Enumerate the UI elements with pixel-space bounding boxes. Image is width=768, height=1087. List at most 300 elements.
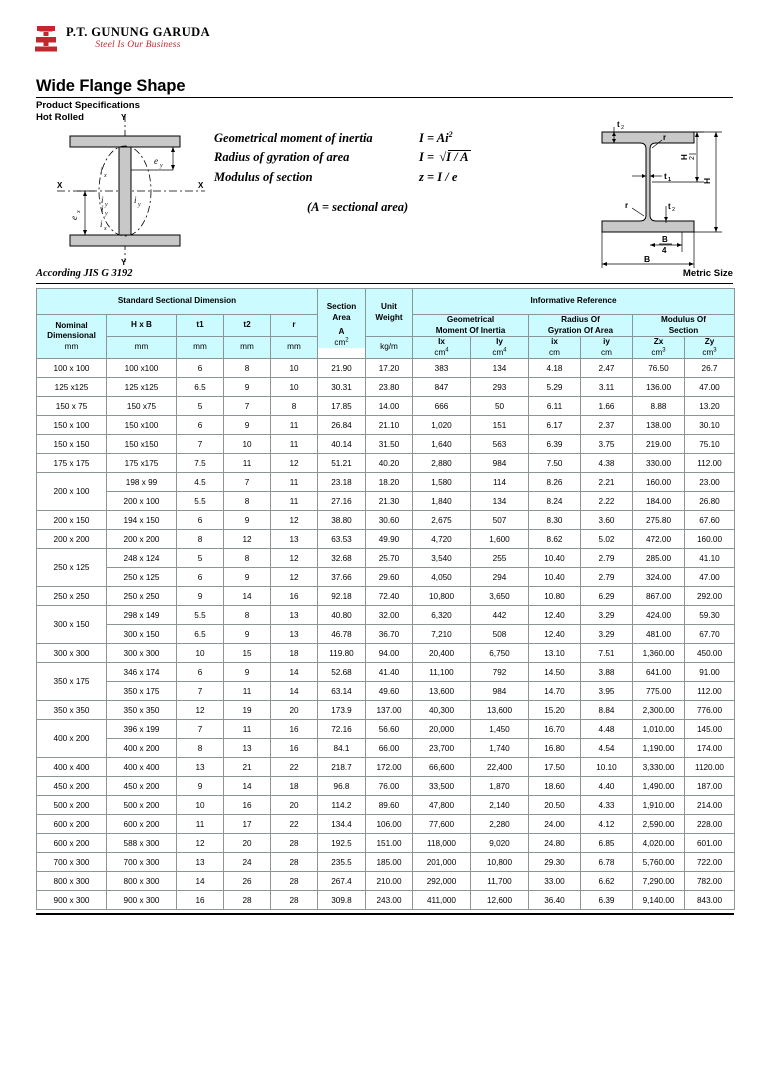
cell-Zy: 145.00 <box>685 720 735 739</box>
cell-Iy: 11,700 <box>471 872 529 891</box>
cell-Zy: 722.00 <box>685 853 735 872</box>
formula-row-gyration <box>214 150 469 170</box>
cell-section-area: 63.53 <box>318 530 366 549</box>
cell-section-area: 63.14 <box>318 682 366 701</box>
cell-section-area: 173.9 <box>318 701 366 720</box>
cell-unit-weight: 41.40 <box>366 663 413 682</box>
svg-text:x: x <box>76 210 82 213</box>
formula-label-inertia: Geometrical moment of inertia <box>214 131 373 146</box>
cell-t2: 9 <box>224 625 271 644</box>
cell-t1: 14 <box>177 872 224 891</box>
cell-t1: 16 <box>177 891 224 910</box>
cell-Iy: 114 <box>471 473 529 492</box>
cell-ix: 20.50 <box>529 796 581 815</box>
cell-Ix: 77,600 <box>413 815 471 834</box>
cell-t2: 8 <box>224 359 271 378</box>
cell-r: 10 <box>271 359 318 378</box>
cell-t1: 10 <box>177 796 224 815</box>
cell-nominal-dimensional: 400 x 200 <box>37 720 107 758</box>
cell-Ix: 11,100 <box>413 663 471 682</box>
cell-nominal-dimensional: 200 x 200 <box>37 530 107 549</box>
cell-section-area: 37.66 <box>318 568 366 587</box>
cell-t1: 5 <box>177 397 224 416</box>
cell-unit-weight: 49.90 <box>366 530 413 549</box>
cell-Zx: 1,010.00 <box>633 720 685 739</box>
cell-unit-weight: 40.20 <box>366 454 413 473</box>
cell-t1: 13 <box>177 758 224 777</box>
cell-unit-weight: 36.70 <box>366 625 413 644</box>
cell-hxb: 150 x100 <box>107 416 177 435</box>
cell-Ix: 33,500 <box>413 777 471 796</box>
cell-ix: 7.50 <box>529 454 581 473</box>
svg-text:2: 2 <box>621 125 625 131</box>
cell-t1: 5.5 <box>177 492 224 511</box>
cell-t2: 8 <box>224 549 271 568</box>
cell-Zy: 292.00 <box>685 587 735 606</box>
cell-Zy: 67.70 <box>685 625 735 644</box>
cell-hxb: 700 x 300 <box>107 853 177 872</box>
cell-iy: 4.40 <box>581 777 633 796</box>
cell-ix: 14.70 <box>529 682 581 701</box>
cell-nominal-dimensional: 200 x 150 <box>37 511 107 530</box>
cell-unit-weight: 56.60 <box>366 720 413 739</box>
cell-nominal-dimensional: 100 x 100 <box>37 359 107 378</box>
subtitle-hot-rolled: Hot Rolled <box>36 112 84 123</box>
cell-unit-weight: 76.00 <box>366 777 413 796</box>
cell-ix: 17.50 <box>529 758 581 777</box>
cell-Zy: 26.7 <box>685 359 735 378</box>
table-row[interactable] <box>37 796 735 815</box>
header-r: r <box>271 315 318 337</box>
cell-ix: 15.20 <box>529 701 581 720</box>
cell-Iy: 984 <box>471 682 529 701</box>
cell-Zx: 867.00 <box>633 587 685 606</box>
cell-hxb: 400 x 200 <box>107 739 177 758</box>
cell-unit-weight: 17.20 <box>366 359 413 378</box>
table-row[interactable] <box>37 644 735 663</box>
svg-text:H: H <box>702 177 712 184</box>
cell-hxb: 588 x 300 <box>107 834 177 853</box>
table-top-divider <box>36 283 733 284</box>
cell-t1: 10 <box>177 644 224 663</box>
cell-unit-weight: 151.00 <box>366 834 413 853</box>
cell-Zy: 75.10 <box>685 435 735 454</box>
cell-Ix: 118,000 <box>413 834 471 853</box>
cell-nominal-dimensional: 450 x 200 <box>37 777 107 796</box>
cell-unit-weight: 23.80 <box>366 378 413 397</box>
table-row[interactable] <box>37 625 735 644</box>
cell-ix: 29.30 <box>529 853 581 872</box>
table-row[interactable] <box>37 682 735 701</box>
cell-hxb: 100 x100 <box>107 359 177 378</box>
cell-Zx: 184.00 <box>633 492 685 511</box>
formula-row-modulus <box>214 170 469 190</box>
header-t1: t1 <box>177 315 224 337</box>
cell-t1: 6 <box>177 663 224 682</box>
cell-Iy: 134 <box>471 359 529 378</box>
table-row[interactable] <box>37 587 735 606</box>
svg-text:r: r <box>625 201 629 210</box>
table-row[interactable] <box>37 606 735 625</box>
cell-section-area: 309.8 <box>318 891 366 910</box>
formula-expr-gyration: I = √ I / A <box>419 150 469 164</box>
cell-hxb: 500 x 200 <box>107 796 177 815</box>
cell-section-area: 26.84 <box>318 416 366 435</box>
cell-Zx: 76.50 <box>633 359 685 378</box>
cell-ix: 8.24 <box>529 492 581 511</box>
table-row[interactable] <box>37 834 735 853</box>
cell-t1: 8 <box>177 530 224 549</box>
svg-text:4: 4 <box>662 246 667 255</box>
cell-iy: 6.39 <box>581 891 633 910</box>
cell-Ix: 1,580 <box>413 473 471 492</box>
header-unit-weight: Unit Weight <box>366 289 413 337</box>
cell-Ix: 847 <box>413 378 471 397</box>
cell-hxb: 346 x 174 <box>107 663 177 682</box>
cell-unit-weight: 29.60 <box>366 568 413 587</box>
cell-Iy: 1,740 <box>471 739 529 758</box>
cell-section-area: 27.16 <box>318 492 366 511</box>
cell-section-area: 40.80 <box>318 606 366 625</box>
cell-ix: 33.00 <box>529 872 581 891</box>
page-title: Wide Flange Shape <box>36 77 186 95</box>
svg-text:1: 1 <box>668 177 672 183</box>
cell-Zy: 187.00 <box>685 777 735 796</box>
table-row[interactable] <box>37 511 735 530</box>
cell-section-area: 52.68 <box>318 663 366 682</box>
svg-text:y: y <box>105 202 108 208</box>
cell-hxb: 396 x 199 <box>107 720 177 739</box>
cell-iy: 4.33 <box>581 796 633 815</box>
table-row[interactable] <box>37 530 735 549</box>
header-section-area: Section Area <box>318 289 366 337</box>
cell-Iy: 442 <box>471 606 529 625</box>
cell-t2: 9 <box>224 511 271 530</box>
cell-unit-weight: 30.60 <box>366 511 413 530</box>
cell-r: 18 <box>271 644 318 663</box>
cell-t2: 15 <box>224 644 271 663</box>
cell-Zy: 59.30 <box>685 606 735 625</box>
svg-text:t: t <box>617 120 620 129</box>
table-row[interactable] <box>37 435 735 454</box>
cell-Iy: 6,750 <box>471 644 529 663</box>
cell-nominal-dimensional: 350 x 175 <box>37 663 107 701</box>
standard-reference: According JIS G 3192 <box>36 268 133 279</box>
cell-Zx: 2,590.00 <box>633 815 685 834</box>
cell-ix: 6.11 <box>529 397 581 416</box>
svg-text:X: X <box>198 181 204 190</box>
header-standard-sectional-dimension: Standard Sectional Dimension <box>37 289 318 315</box>
header-t2: t2 <box>224 315 271 337</box>
cell-Iy: 2,140 <box>471 796 529 815</box>
cell-t1: 6 <box>177 568 224 587</box>
cell-Zx: 4,020.00 <box>633 834 685 853</box>
svg-text:i: i <box>101 195 104 205</box>
header-h-x-b: H x B <box>107 315 177 337</box>
cell-Zx: 9,140.00 <box>633 891 685 910</box>
cell-section-area: 17.85 <box>318 397 366 416</box>
cell-hxb: 350 x 175 <box>107 682 177 701</box>
company-brand <box>33 24 210 52</box>
table-row[interactable] <box>37 758 735 777</box>
table-header-group-row <box>37 289 735 315</box>
cell-hxb: 400 x 400 <box>107 758 177 777</box>
cell-iy: 4.54 <box>581 739 633 758</box>
cell-hxb: 600 x 200 <box>107 815 177 834</box>
header-Zy: Zy $cm^3$ <box>685 337 735 359</box>
table-row[interactable] <box>37 720 735 739</box>
header-A-symbol: A $cm^2$ <box>318 327 366 349</box>
cell-hxb: 300 x 150 <box>107 625 177 644</box>
cell-Zx: 275.80 <box>633 511 685 530</box>
cell-Zx: 1,190.00 <box>633 739 685 758</box>
cell-r: 13 <box>271 530 318 549</box>
cell-nominal-dimensional: 150 x 100 <box>37 416 107 435</box>
cell-nominal-dimensional: 250 x 125 <box>37 549 107 587</box>
table-row[interactable] <box>37 378 735 397</box>
cell-ix: 6.17 <box>529 416 581 435</box>
header-ix: ix cm <box>529 337 581 359</box>
cell-unit-weight: 89.60 <box>366 796 413 815</box>
cell-ix: 36.40 <box>529 891 581 910</box>
cell-r: 16 <box>271 739 318 758</box>
cell-unit-weight: 18.20 <box>366 473 413 492</box>
cell-r: 28 <box>271 834 318 853</box>
cell-t2: 14 <box>224 777 271 796</box>
cell-r: 13 <box>271 606 318 625</box>
cell-unit-weight: 172.00 <box>366 758 413 777</box>
cell-r: 16 <box>271 587 318 606</box>
cell-Iy: 3,650 <box>471 587 529 606</box>
cell-iy: 3.29 <box>581 625 633 644</box>
svg-text:y: y <box>138 202 141 208</box>
cell-Ix: 383 <box>413 359 471 378</box>
table-row[interactable] <box>37 701 735 720</box>
cell-iy: 3.88 <box>581 663 633 682</box>
cell-iy: 2.21 <box>581 473 633 492</box>
cell-Zy: 23.00 <box>685 473 735 492</box>
company-name: P.T. GUNUNG GARUDA <box>66 25 211 39</box>
cell-Ix: 10,800 <box>413 587 471 606</box>
cell-Zy: 776.00 <box>685 701 735 720</box>
cell-Iy: 1,600 <box>471 530 529 549</box>
svg-text:H: H <box>680 154 689 160</box>
svg-text:x: x <box>104 226 107 232</box>
svg-text:2: 2 <box>672 207 676 213</box>
table-header-units-row <box>37 337 735 359</box>
cell-Ix: 4,050 <box>413 568 471 587</box>
formula-row-inertia <box>214 130 469 150</box>
table-row[interactable] <box>37 549 735 568</box>
cell-Zy: 450.00 <box>685 644 735 663</box>
cell-section-area: 119.80 <box>318 644 366 663</box>
cell-iy: 6.78 <box>581 853 633 872</box>
cell-ix: 13.10 <box>529 644 581 663</box>
table-row[interactable] <box>37 663 735 682</box>
cell-nominal-dimensional: 250 x 250 <box>37 587 107 606</box>
cell-Iy: 50 <box>471 397 529 416</box>
cell-nominal-dimensional: 350 x 350 <box>37 701 107 720</box>
cell-Zy: 47.00 <box>685 378 735 397</box>
cell-nominal-dimensional: 175 x 175 <box>37 454 107 473</box>
cell-ix: 16.80 <box>529 739 581 758</box>
formula-label-gyration: Radius of gyration of area <box>214 150 350 164</box>
formula-label-modulus: Modulus of section <box>214 170 313 184</box>
cell-section-area: 32.68 <box>318 549 366 568</box>
cell-hxb: 150 x150 <box>107 435 177 454</box>
cell-section-area: 72.16 <box>318 720 366 739</box>
cell-hxb: 248 x 124 <box>107 549 177 568</box>
cell-Ix: 40,300 <box>413 701 471 720</box>
cell-t1: 5.5 <box>177 606 224 625</box>
cell-t1: 6.5 <box>177 378 224 397</box>
cell-Ix: 13,600 <box>413 682 471 701</box>
cell-section-area: 51.21 <box>318 454 366 473</box>
cell-unit-weight: 243.00 <box>366 891 413 910</box>
table-row[interactable] <box>37 359 735 378</box>
cell-ix: 6.39 <box>529 435 581 454</box>
cell-t2: 13 <box>224 739 271 758</box>
cell-Zx: 7,290.00 <box>633 872 685 891</box>
svg-text:X: X <box>57 181 63 190</box>
cell-Zy: 41.10 <box>685 549 735 568</box>
svg-text:B: B <box>644 254 651 264</box>
cell-unit-weight: 137.00 <box>366 701 413 720</box>
sqrt-icon: √ I / A <box>439 150 469 164</box>
cell-r: 12 <box>271 549 318 568</box>
svg-text:i: i <box>100 219 103 229</box>
cell-t1: 6.5 <box>177 625 224 644</box>
cell-iy: 5.02 <box>581 530 633 549</box>
table-body <box>37 359 735 910</box>
cell-Zx: 3,330.00 <box>633 758 685 777</box>
table-row[interactable] <box>37 815 735 834</box>
table-row[interactable] <box>37 473 735 492</box>
cell-t2: 7 <box>224 473 271 492</box>
cell-Ix: 6,320 <box>413 606 471 625</box>
header-Iy: Iy $cm^4$ <box>471 337 529 359</box>
cell-iy: 10.10 <box>581 758 633 777</box>
cell-iy: 7.51 <box>581 644 633 663</box>
cell-Ix: 201,000 <box>413 853 471 872</box>
header-geometrical-moment-of-inertia: Geometrical Moment Of Inertia <box>413 315 529 337</box>
cell-section-area: 96.8 <box>318 777 366 796</box>
cell-t1: 5 <box>177 549 224 568</box>
cell-t2: 9 <box>224 568 271 587</box>
cell-Zy: 112.00 <box>685 682 735 701</box>
cell-hxb: 150 x75 <box>107 397 177 416</box>
cell-Iy: 9,020 <box>471 834 529 853</box>
formula-expr-modulus: z = I / e <box>419 170 458 184</box>
cell-Zx: 1,490.00 <box>633 777 685 796</box>
svg-text:y: y <box>160 163 163 169</box>
table-row[interactable] <box>37 454 735 473</box>
cell-Ix: 20,000 <box>413 720 471 739</box>
cell-t1: 7 <box>177 720 224 739</box>
table-row[interactable] <box>37 891 735 910</box>
cell-hxb: 900 x 300 <box>107 891 177 910</box>
cell-hxb: 198 x 99 <box>107 473 177 492</box>
cell-section-area: 192.5 <box>318 834 366 853</box>
cell-t2: 26 <box>224 872 271 891</box>
cell-nominal-dimensional: 300 x 150 <box>37 606 107 644</box>
cell-ix: 10.40 <box>529 549 581 568</box>
cell-ix: 4.18 <box>529 359 581 378</box>
table-bottom-divider <box>36 913 734 915</box>
cell-ix: 16.70 <box>529 720 581 739</box>
cell-hxb: 450 x 200 <box>107 777 177 796</box>
table-row[interactable] <box>37 872 735 891</box>
cell-Zy: 1120.00 <box>685 758 735 777</box>
garuda-stacked-logo-icon <box>33 24 59 52</box>
cell-ix: 8.62 <box>529 530 581 549</box>
table-row[interactable] <box>37 777 735 796</box>
cell-hxb: 125 x125 <box>107 378 177 397</box>
cell-t2: 9 <box>224 378 271 397</box>
cell-Iy: 10,800 <box>471 853 529 872</box>
cell-Iy: 12,600 <box>471 891 529 910</box>
cell-Ix: 292,000 <box>413 872 471 891</box>
cell-t2: 10 <box>224 435 271 454</box>
table-row[interactable] <box>37 739 735 758</box>
cell-section-area: 235.5 <box>318 853 366 872</box>
cell-iy: 2.22 <box>581 492 633 511</box>
cell-unit-weight: 14.00 <box>366 397 413 416</box>
cell-iy: 6.62 <box>581 872 633 891</box>
table-row[interactable] <box>37 568 735 587</box>
cell-iy: 3.95 <box>581 682 633 701</box>
cell-r: 14 <box>271 682 318 701</box>
wide-flange-spec-table <box>36 288 735 910</box>
cell-hxb: 300 x 300 <box>107 644 177 663</box>
cell-t2: 28 <box>224 891 271 910</box>
table-row[interactable] <box>37 397 735 416</box>
cell-iy: 1.66 <box>581 397 633 416</box>
cell-nominal-dimensional: 600 x 200 <box>37 815 107 834</box>
cell-iy: 6.29 <box>581 587 633 606</box>
cell-t2: 8 <box>224 492 271 511</box>
cell-t1: 11 <box>177 815 224 834</box>
cell-ix: 12.40 <box>529 625 581 644</box>
unit-t1: mm <box>177 337 224 359</box>
table-row[interactable] <box>37 492 735 511</box>
cell-Iy: 293 <box>471 378 529 397</box>
cell-nominal-dimensional: 150 x 75 <box>37 397 107 416</box>
cell-r: 20 <box>271 796 318 815</box>
cell-t2: 11 <box>224 454 271 473</box>
cell-t2: 16 <box>224 796 271 815</box>
cell-Ix: 1,640 <box>413 435 471 454</box>
cell-iy: 3.11 <box>581 378 633 397</box>
svg-text:2: 2 <box>689 156 696 160</box>
table-row[interactable] <box>37 416 735 435</box>
cell-iy: 4.38 <box>581 454 633 473</box>
cell-section-area: 218.7 <box>318 758 366 777</box>
cell-iy: 6.85 <box>581 834 633 853</box>
cell-r: 16 <box>271 720 318 739</box>
cell-Ix: 20,400 <box>413 644 471 663</box>
cell-iy: 4.48 <box>581 720 633 739</box>
cell-t2: 21 <box>224 758 271 777</box>
cell-Zx: 324.00 <box>633 568 685 587</box>
cell-Iy: 2,280 <box>471 815 529 834</box>
cell-nominal-dimensional: 500 x 200 <box>37 796 107 815</box>
cell-Ix: 23,700 <box>413 739 471 758</box>
cell-section-area: 21.90 <box>318 359 366 378</box>
table-row[interactable] <box>37 853 735 872</box>
cell-Iy: 134 <box>471 492 529 511</box>
cell-unit-weight: 21.10 <box>366 416 413 435</box>
